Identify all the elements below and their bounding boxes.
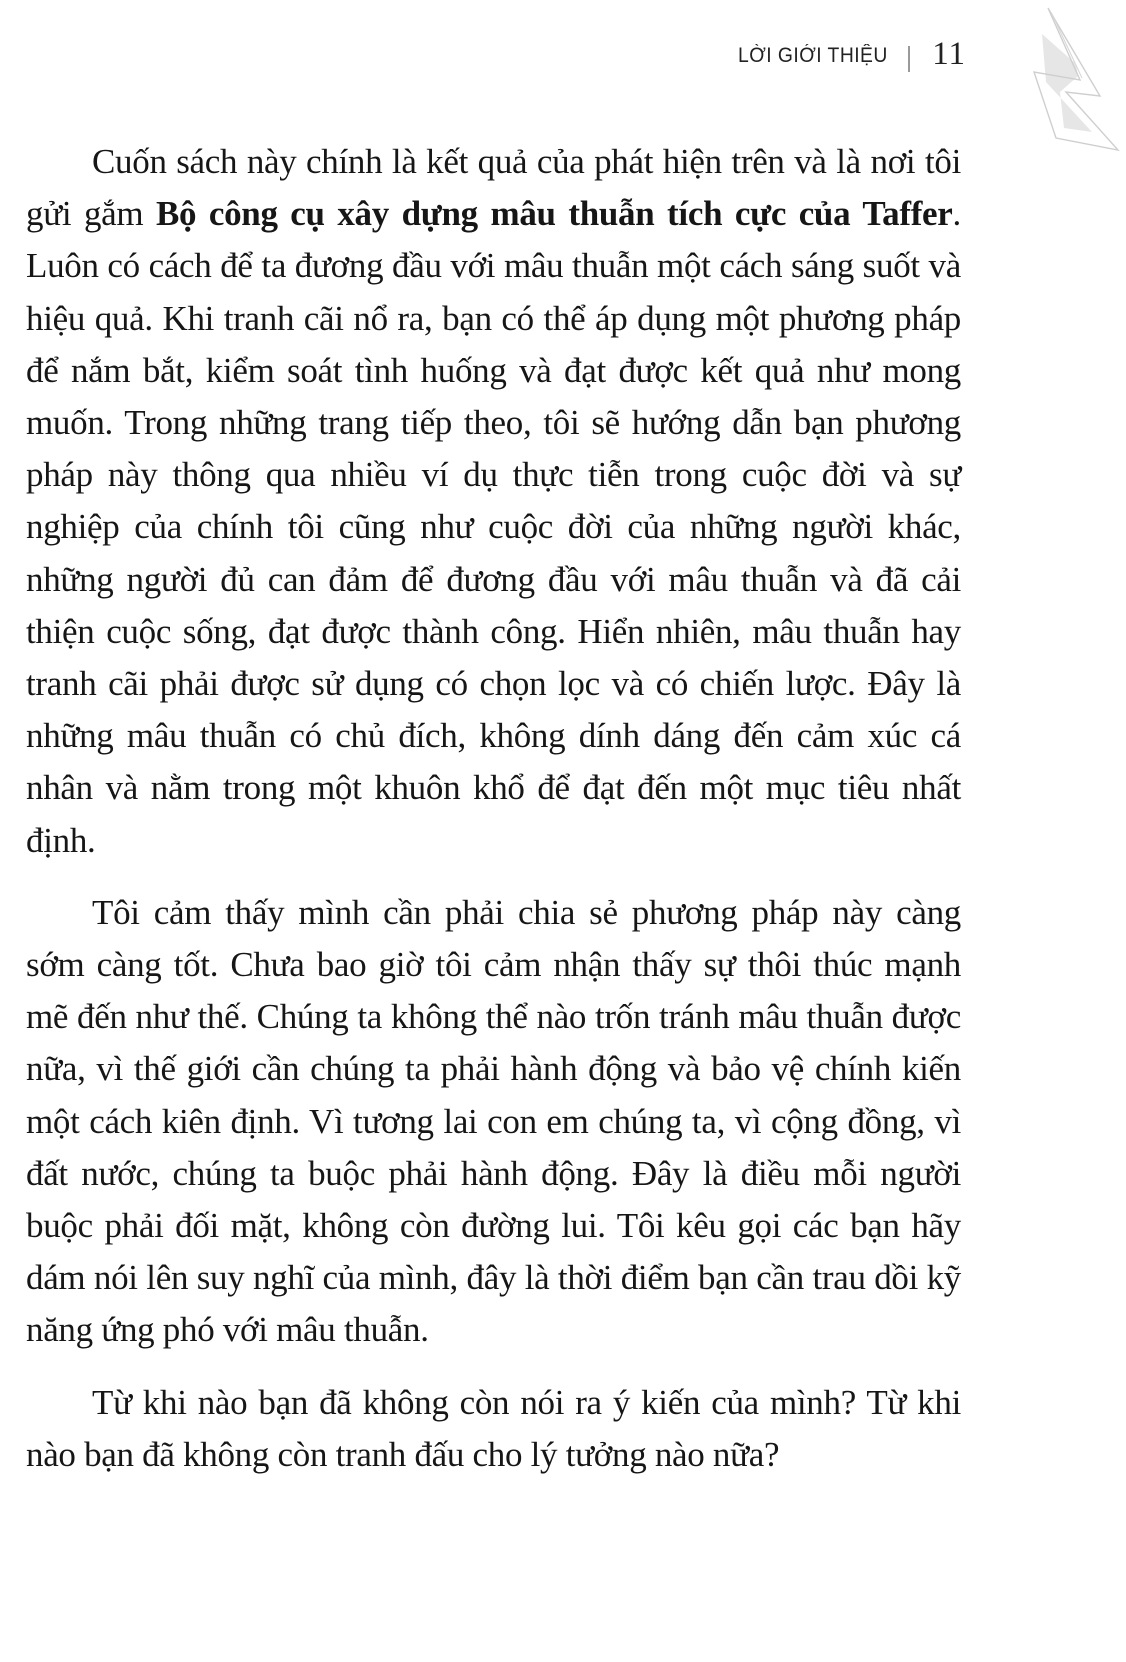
- paragraph-1-text-end: . Luôn có cách để ta đương đầu với mâu thuẫn một cách sáng suốt và hiệu quả. Khi tranh cãi nổ ra, bạn có thể áp dụng một phương pháp để nắm bắt, kiểm soát tình huống và đạt được kết quả như mong muốn. Trong những trang tiếp theo, tôi sẽ hướng dẫn bạn phương pháp này thông qua nhiều ví dụ thực tiễn trong cuộc đời và sự nghiệp của chính tôi cũng như cuộc đời của những người khác, những người đủ can đảm để đương đầu với mâu thuẫn và đã cải thiện cuộc sống, đạt được thành công. Hiển nhiên, mâu thuẫn hay tranh cãi phải được sử dụng có chọn lọc và có chiến lược. Đây là những mâu thuẫn có chủ đích, không dính dáng đến cảm xúc cá nhân và nằm trong một khuôn khổ để đạt đến một mục tiêu nhất định.: [26, 194, 961, 860]
- paragraph-1: [26, 136, 961, 867]
- running-header: [666, 36, 966, 80]
- lightning-bolt-outline-icon: [1020, 0, 1126, 160]
- paragraph-1-text-start: Cuốn sách này chính là kết quả của phát hiện trên và là nơi tôi gửi gắm: [26, 142, 961, 234]
- page-number: 11: [932, 36, 966, 72]
- header-separator: [908, 46, 910, 72]
- paragraph-3: Từ khi nào bạn đã không còn nói ra ý kiến của mình? Từ khi nào bạn đã không còn tranh đấu cho lý tưởng nào nữa?: [26, 1382, 961, 1474]
- section-title: LỜI GIỚI THIỆU: [738, 44, 888, 67]
- page-body: [26, 136, 961, 1481]
- bold-term: Bộ công cụ xây dựng mâu thuẫn tích cực của Taffer: [155, 194, 953, 234]
- paragraph-2: Tôi cảm thấy mình cần phải chia sẻ phương pháp này càng sớm càng tốt. Chưa bao giờ tôi cảm nhận thấy sự thôi thúc mạnh mẽ đến như thế. Chúng ta không thể nào trốn tránh mâu thuẫn được nữa, vì thế giới cần chúng ta phải hành động và bảo vệ chính kiến một cách kiên định. Vì tương lai con em chúng ta, vì cộng đồng, vì đất nước, chúng ta buộc phải hành động. Đây là điều mỗi người buộc phải đối mặt, không còn đường lui. Tôi kêu gọi các bạn hãy dám nói lên suy nghĩ của mình, đây là thời điểm bạn cần trau dồi kỹ năng ứng phó với mâu thuẫn.: [26, 892, 961, 1350]
